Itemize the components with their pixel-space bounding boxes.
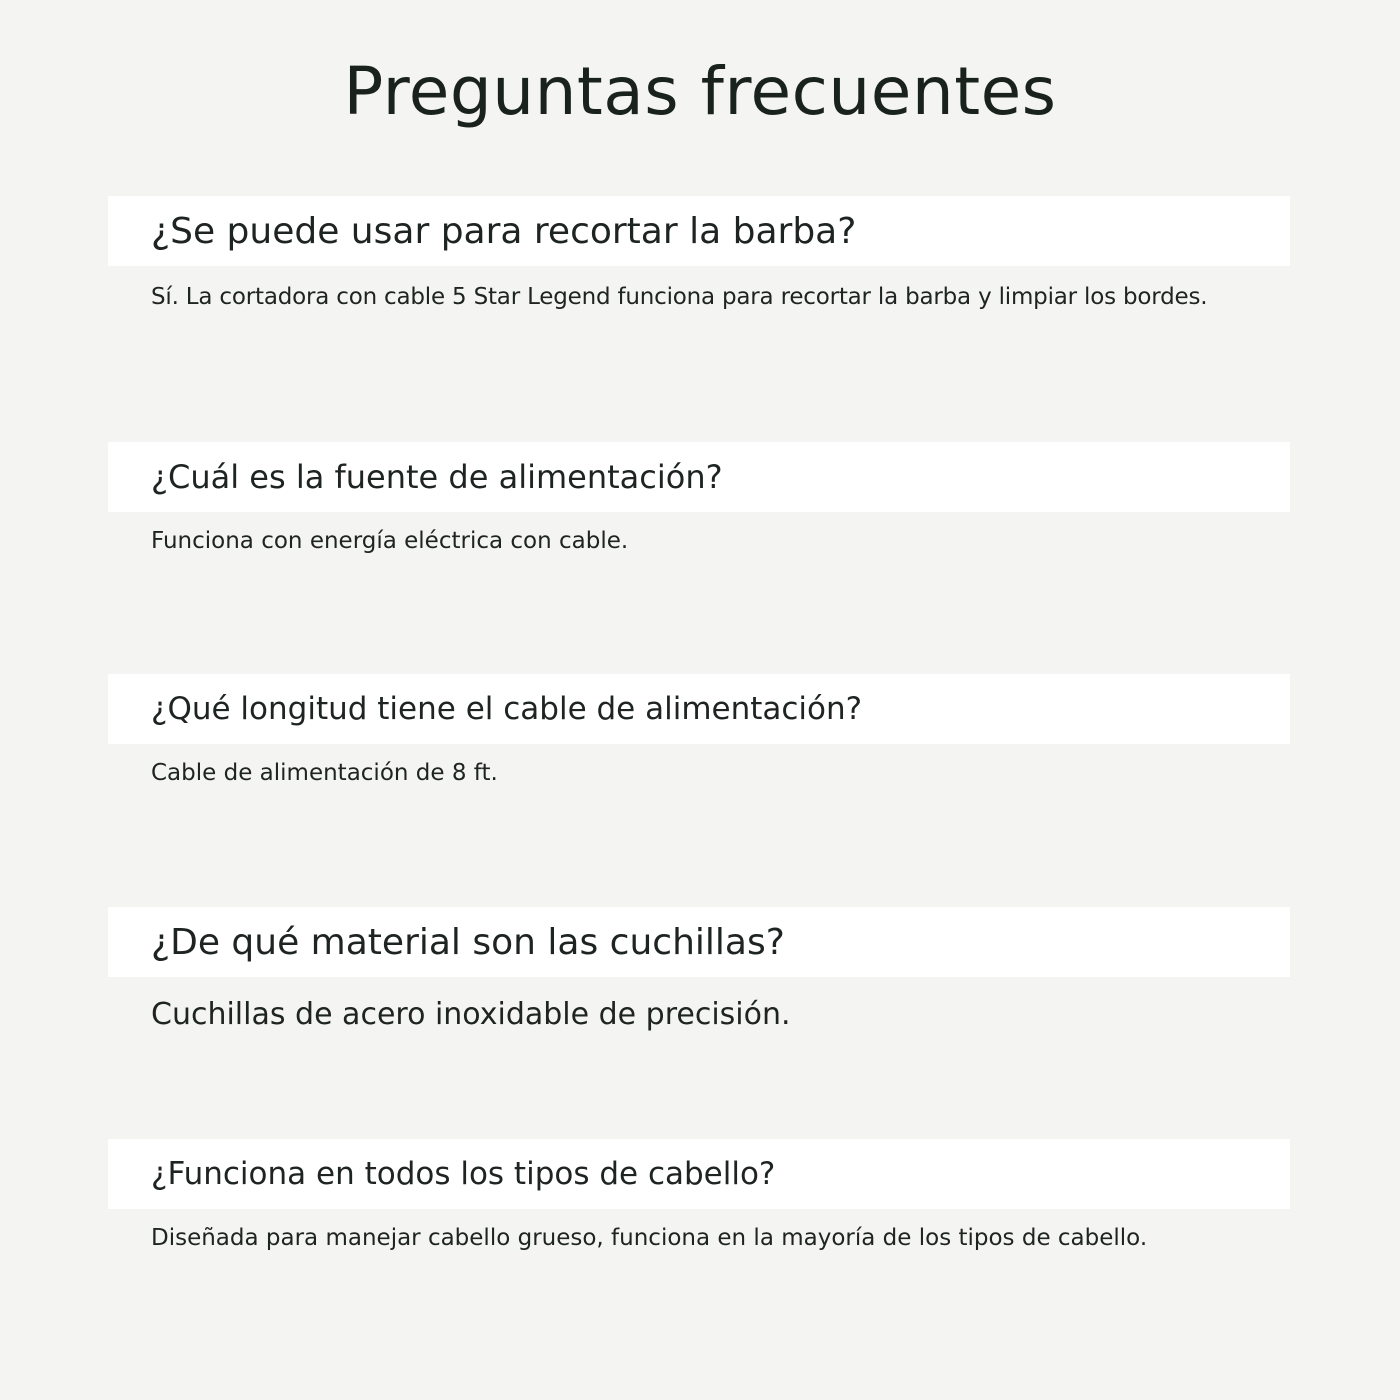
faq-item-beard bbox=[108, 196, 1400, 310]
faq-item-cord-length bbox=[108, 674, 1400, 786]
faq-question-text: ¿Funciona en todos los tipos de cabello? bbox=[151, 1156, 776, 1192]
faq-answer-beard: Sí. La cortadora con cable 5 Star Legend funciona para recortar la barba y limpiar los bordes. bbox=[151, 284, 1208, 310]
faq-item-blade-material bbox=[108, 907, 1400, 1032]
faq-question-text: ¿Se puede usar para recortar la barba? bbox=[151, 210, 857, 252]
faq-answer-hair-types: Diseñada para manejar cabello grueso, funciona en la mayoría de los tipos de cabello. bbox=[151, 1225, 1148, 1251]
faq-question-cord-length[interactable] bbox=[108, 674, 1290, 744]
page-title: Preguntas frecuentes bbox=[343, 53, 1057, 130]
faq-question-hair-types[interactable] bbox=[108, 1139, 1290, 1209]
faq-item-power-source bbox=[108, 442, 1400, 554]
faq-question-text: ¿Cuál es la fuente de alimentación? bbox=[151, 458, 723, 496]
faq-item-hair-types bbox=[108, 1139, 1400, 1251]
faq-question-blade-material[interactable] bbox=[108, 907, 1290, 977]
faq-answer-power-source: Funciona con energía eléctrica con cable. bbox=[151, 528, 629, 554]
faq-question-power-source[interactable] bbox=[108, 442, 1290, 512]
faq-answer-cord-length: Cable de alimentación de 8 ft. bbox=[151, 760, 498, 786]
faq-answer-blade-material: Cuchillas de acero inoxidable de precisión. bbox=[151, 997, 791, 1032]
faq-question-text: ¿De qué material son las cuchillas? bbox=[151, 921, 785, 963]
faq-question-text: ¿Qué longitud tiene el cable de alimentación? bbox=[151, 691, 863, 727]
faq-question-beard[interactable] bbox=[108, 196, 1290, 266]
